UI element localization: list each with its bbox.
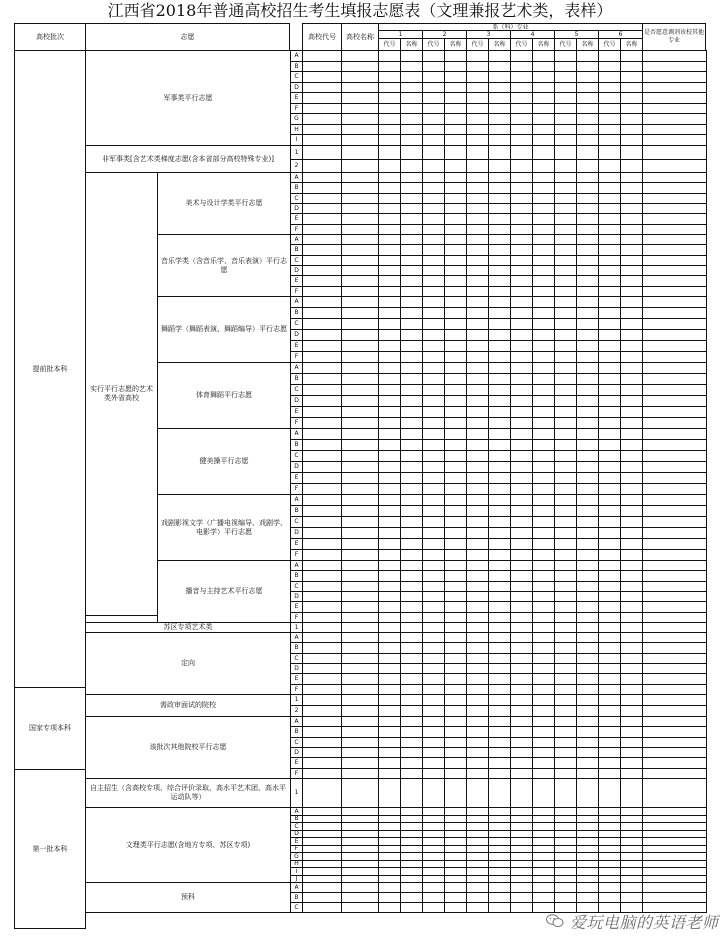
row-letter: A xyxy=(290,428,303,440)
choice-section-label: 文理类平行志愿(含地方专项、苏区专项) xyxy=(85,807,291,883)
row-letter: A xyxy=(290,560,303,571)
entry-cell[interactable] xyxy=(422,145,445,160)
entry-cell[interactable] xyxy=(341,159,379,173)
entry-cell[interactable] xyxy=(466,159,489,173)
row-letter: A xyxy=(290,172,303,183)
row-letter: C xyxy=(290,318,303,330)
row-letter: B xyxy=(290,439,303,451)
row-letter: D xyxy=(290,527,303,539)
entry-cell[interactable] xyxy=(532,159,555,173)
row-letter: C xyxy=(290,71,303,83)
row-letter: I xyxy=(290,134,303,146)
major-code-header: 代号 xyxy=(598,38,621,51)
row-letter: F xyxy=(290,286,303,297)
entry-cell[interactable] xyxy=(400,778,423,808)
row-letter: E xyxy=(290,92,303,104)
row-letter: C xyxy=(290,653,303,664)
entry-cell[interactable] xyxy=(444,145,467,160)
row-letter: F xyxy=(290,768,303,779)
row-letter: D xyxy=(290,82,303,93)
row-letter: I xyxy=(290,867,303,876)
entry-cell[interactable] xyxy=(466,145,489,160)
row-letter: C xyxy=(290,581,303,592)
row-letter: E xyxy=(290,757,303,769)
row-letter: A xyxy=(290,494,303,506)
row-letter: D xyxy=(290,591,303,602)
entry-cell[interactable] xyxy=(400,902,423,913)
entry-cell[interactable] xyxy=(532,145,555,160)
row-letter: G xyxy=(290,852,303,861)
entry-cell[interactable] xyxy=(378,902,401,913)
row-letter: E xyxy=(290,406,303,418)
choice-section-label: 播音与主持艺术平行志愿 xyxy=(157,560,291,623)
row-letter: F xyxy=(290,103,303,114)
row-letter: E xyxy=(290,673,303,685)
major-number: 5 xyxy=(554,30,599,39)
header-college-name: 高校名称 xyxy=(341,23,379,51)
major-name-header: 名称 xyxy=(576,38,599,51)
choice-section-label: 定向 xyxy=(85,632,291,695)
major-number: 3 xyxy=(466,30,511,39)
entry-cell[interactable] xyxy=(620,145,643,160)
row-letter: D xyxy=(290,265,303,276)
row-letter: E xyxy=(290,472,303,484)
row-letter: D xyxy=(290,747,303,758)
row-letter: B xyxy=(290,307,303,319)
entry-cell[interactable] xyxy=(302,145,342,160)
row-letter: F xyxy=(290,417,303,429)
entry-cell[interactable] xyxy=(554,159,577,173)
row-letter: F xyxy=(290,224,303,235)
entry-cell[interactable] xyxy=(466,778,489,808)
row-letter: D xyxy=(290,395,303,407)
major-name-header: 名称 xyxy=(400,38,423,51)
row-letter: A xyxy=(290,807,303,816)
choice-section-label: 健美操平行志愿 xyxy=(157,428,291,495)
entry-cell[interactable] xyxy=(378,778,401,808)
entry-cell[interactable] xyxy=(620,778,643,808)
entry-cell[interactable] xyxy=(620,159,643,173)
entry-cell[interactable] xyxy=(510,902,533,913)
batch-advance: 提前批本科 xyxy=(14,50,86,688)
row-letter: D xyxy=(290,663,303,674)
major-name-header: 名称 xyxy=(444,38,467,51)
entry-cell[interactable] xyxy=(378,145,401,160)
row-letter: E xyxy=(290,213,303,225)
entry-cell[interactable] xyxy=(642,145,707,160)
choice-section-label: 需政审面试的院校 xyxy=(85,694,291,717)
row-letter: B xyxy=(290,505,303,517)
row-letter: A xyxy=(290,50,303,62)
entry-cell[interactable] xyxy=(642,778,707,808)
choice-section-label: 自主招生（含高校专项、综合评价录取、高水平艺术团、高水平运动队等） xyxy=(85,778,291,808)
batch-national: 国家专项本科 xyxy=(14,687,86,770)
row-letter: C xyxy=(290,737,303,748)
row-letter: E xyxy=(290,538,303,550)
row-letter: B xyxy=(290,182,303,194)
entry-cell[interactable] xyxy=(400,145,423,160)
row-letter: B xyxy=(290,726,303,738)
row-letter: F xyxy=(290,351,303,363)
row-letter: B xyxy=(290,570,303,582)
entry-cell[interactable] xyxy=(510,159,533,173)
entry-cell[interactable] xyxy=(422,902,445,913)
entry-cell[interactable] xyxy=(400,159,423,173)
entry-cell[interactable] xyxy=(488,902,511,913)
row-letter: A xyxy=(290,234,303,245)
batch-first: 第一批本科 xyxy=(14,769,86,929)
entry-cell[interactable] xyxy=(598,778,621,808)
major-code-header: 代号 xyxy=(422,38,445,51)
row-letter: B xyxy=(290,892,303,903)
choice-section-label: 戏剧影视文学（广播电视编导、戏剧学、电影学）平行志愿 xyxy=(157,494,291,561)
choice-section-label: 预科 xyxy=(85,882,291,913)
row-letter: B xyxy=(290,642,303,654)
row-letter: E xyxy=(290,601,303,613)
header-choice: 志愿 xyxy=(85,23,290,51)
entry-cell[interactable] xyxy=(598,145,621,160)
major-code-header: 代号 xyxy=(510,38,533,51)
row-letter: F xyxy=(290,483,303,495)
row-letter: C xyxy=(290,255,303,266)
row-letter: 1 xyxy=(290,694,303,706)
row-letter: H xyxy=(290,124,303,135)
major-name-header: 名称 xyxy=(532,38,555,51)
row-letter: B xyxy=(290,244,303,256)
row-letter: A xyxy=(290,882,303,893)
row-letter: B xyxy=(290,815,303,823)
major-number: 1 xyxy=(378,30,423,39)
major-code-header: 代号 xyxy=(466,38,489,51)
entry-cell[interactable] xyxy=(341,902,379,913)
major-number: 4 xyxy=(510,30,555,39)
group-art-outside: 实行平行志愿的艺术类外省高校 xyxy=(85,172,158,616)
major-code-header: 代号 xyxy=(554,38,577,51)
row-letter: C xyxy=(290,384,303,396)
entry-cell[interactable] xyxy=(302,902,342,913)
entry-cell[interactable] xyxy=(302,159,342,173)
row-letter: C xyxy=(290,822,303,831)
row-letter: 1 xyxy=(290,622,303,633)
row-letter: G xyxy=(290,113,303,125)
entry-cell[interactable] xyxy=(422,778,445,808)
row-letter: D xyxy=(290,203,303,214)
choice-section-label: 舞蹈学（舞蹈表演、舞蹈编导）平行志愿 xyxy=(157,296,291,363)
entry-cell[interactable] xyxy=(488,145,511,160)
row-letter: J xyxy=(290,875,303,883)
choice-section-label: 苏区专项艺术类 xyxy=(85,622,291,633)
row-letter: C xyxy=(290,193,303,204)
major-number: 2 xyxy=(422,30,467,39)
entry-cell[interactable] xyxy=(444,778,467,808)
row-letter: E xyxy=(290,837,303,846)
form-title: 江西省2018年普通高校招生考生填报志愿表（文理兼报艺术类，表样） xyxy=(107,1,613,20)
row-letter: 2 xyxy=(290,705,303,717)
major-name-header: 名称 xyxy=(620,38,643,51)
row-letter: A xyxy=(290,632,303,643)
entry-cell[interactable] xyxy=(576,145,599,160)
row-letter: F xyxy=(290,549,303,561)
entry-cell[interactable] xyxy=(642,159,707,173)
major-name-header: 名称 xyxy=(488,38,511,51)
entry-cell[interactable] xyxy=(576,778,599,808)
row-letter: A xyxy=(290,362,303,374)
entry-cell[interactable] xyxy=(341,145,379,160)
row-letter: D xyxy=(290,461,303,473)
row-letter: D xyxy=(290,830,303,838)
entry-cell[interactable] xyxy=(532,778,555,808)
entry-cell[interactable] xyxy=(510,778,533,808)
row-letter: F xyxy=(290,684,303,695)
row-letter: C xyxy=(290,516,303,528)
choice-section-label: 体育舞蹈平行志愿 xyxy=(157,362,291,429)
row-letter: 2 xyxy=(290,159,303,173)
header-batch: 高校批次 xyxy=(14,23,86,51)
entry-cell[interactable] xyxy=(444,159,467,173)
choice-section-label: 军事类平行志愿 xyxy=(85,50,291,146)
row-letter: D xyxy=(290,329,303,341)
entry-cell[interactable] xyxy=(554,145,577,160)
watermark-text: 爱玩电脑的英语老师 xyxy=(570,912,719,932)
row-letter: B xyxy=(290,373,303,385)
entry-cell[interactable] xyxy=(488,159,511,173)
row-letter: 1 xyxy=(290,778,303,808)
major-number: 6 xyxy=(598,30,643,39)
entry-cell[interactable] xyxy=(378,159,401,173)
row-letter: E xyxy=(290,340,303,352)
row-letter: A xyxy=(290,716,303,727)
row-letter: A xyxy=(290,296,303,308)
entry-cell[interactable] xyxy=(488,778,511,808)
major-code-header: 代号 xyxy=(378,38,401,51)
row-letter: H xyxy=(290,860,303,868)
entry-cell[interactable] xyxy=(444,902,467,913)
choice-section-label: 该批次其他院校平行志愿 xyxy=(85,716,291,779)
entry-cell[interactable] xyxy=(554,778,577,808)
row-letter: E xyxy=(290,275,303,287)
choice-section-label: 音乐学类（含音乐学、音乐表演）平行志愿 xyxy=(157,234,291,297)
row-letter: 1 xyxy=(290,145,303,160)
choice-section-label: 非军事类[含艺术类梯度志愿(含本省部分高校特殊专业)] xyxy=(85,145,291,173)
row-letter: F xyxy=(290,845,303,853)
entry-cell[interactable] xyxy=(510,145,533,160)
row-letter: C xyxy=(290,450,303,462)
row-letter: B xyxy=(290,61,303,72)
header-college-code: 高校代号 xyxy=(302,23,342,51)
entry-cell[interactable] xyxy=(422,159,445,173)
entry-cell[interactable] xyxy=(576,159,599,173)
entry-cell[interactable] xyxy=(466,902,489,913)
entry-cell[interactable] xyxy=(598,159,621,173)
watermark xyxy=(546,906,719,936)
row-letter: F xyxy=(290,612,303,623)
wechat-icon xyxy=(546,914,564,928)
header-adjust: 是否愿意调剂该校其他专业 xyxy=(642,23,706,51)
entry-cell[interactable] xyxy=(341,778,379,808)
choice-section-label: 美术与设计学类平行志愿 xyxy=(157,172,291,235)
header-major-group: 系（科）专业 xyxy=(378,23,643,31)
row-letter: C xyxy=(290,902,303,913)
entry-cell[interactable] xyxy=(302,778,342,808)
